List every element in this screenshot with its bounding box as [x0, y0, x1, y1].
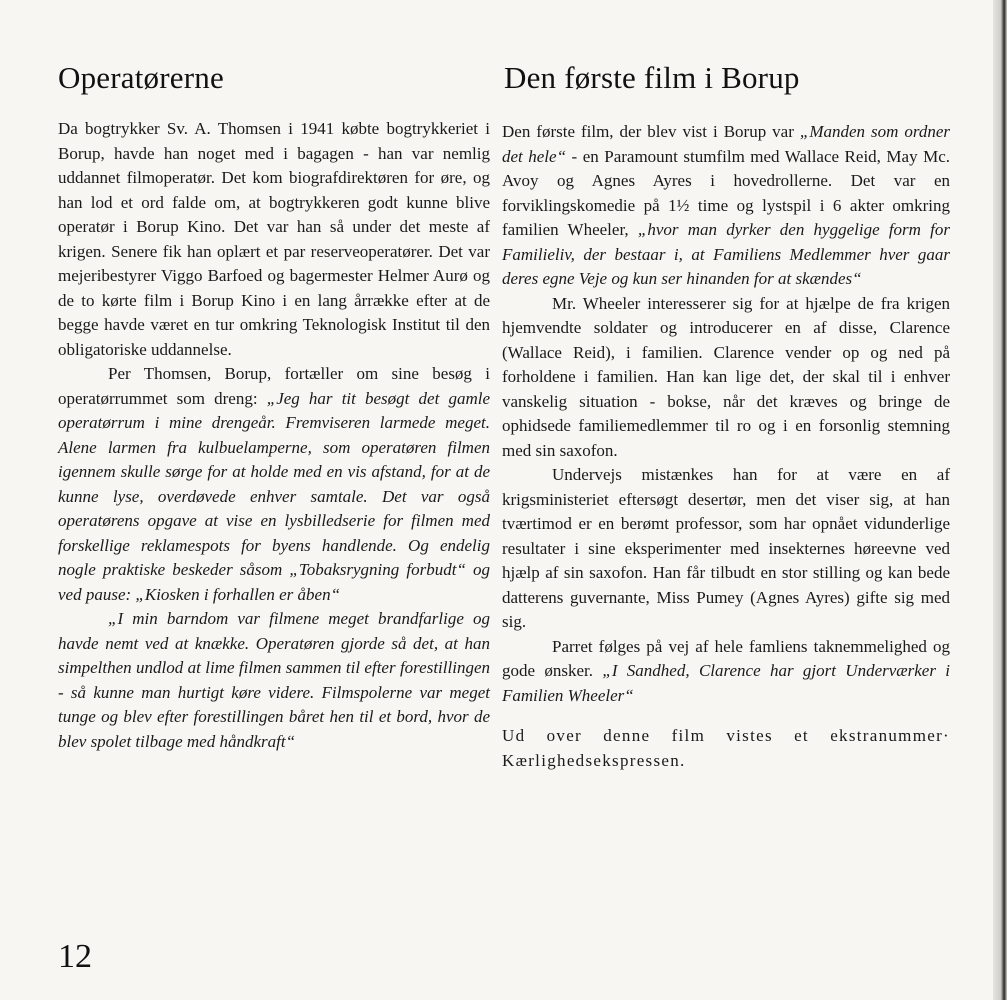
paragraph-text: Per Thomsen, Borup, fortæller om sine besøg i operatørrummet som dreng: [58, 364, 490, 408]
paragraph: Da bogtrykker Sv. A. Thomsen i 1941 købte bogtrykkeriet i Borup, havde han noget med i bagagen - han var nemlig uddannet filmoperatør. Det kom biografdirektøren for øre, og han lod et ord falde om, at bogtrykkeren godt kunne blive operatør i Borup Kino. Det var han så under det meste af krigen. Senere fik han oplært et par reserveoperatører. Det var mejeribestyrer Viggo Barfoed og bagermester Helmer Aurø og de to kørte film i Borup Kino i en lang årrække efter at de begge havde været en tur omkring Teknologisk Institut til den obligatoriske uddannelse. [58, 119, 490, 359]
quote-text: „Jeg har tit besøgt det gamle operatørrum i mine drengeår. Fremviseren larmede meget. Alene larmen fra kulbuelamperne, som operatøren filmen igennem skulle sørge for at holde med en vis afstand, for at de kunne lyse, overdøvede enhver samtale. Det var også operatørens opgave at vise en lysbilledserie for filmen med forskellige reklamespots for byens handlende. Og endelig nogle praktiske beskeder såsom „Tobaksrygning forbudt“ og ved pause: „Kiosken i forhallen er åben“ [58, 388, 491, 604]
paragraph-text: - en Paramount stumfilm med Wallace Reid, May Mc. Avoy og Agnes Ayres i hovedrollerne. Det var en forviklingskomedie på 1½ time og lystspil i 6 akter omkring familien Wheeler, [502, 146, 950, 239]
section-title-operatorerne: Operatørerne [58, 60, 224, 95]
paragraph [502, 120, 950, 292]
paragraph [58, 362, 490, 607]
paragraph-text: Den første film, der blev vist i Borup var [502, 122, 800, 141]
left-body-text [58, 117, 490, 754]
section-title-den-forste-film: Den første film i Borup [504, 60, 800, 95]
film-title-quote: „Manden som ordner det hele“ [502, 122, 951, 166]
paragraph [502, 635, 950, 709]
paragraph-text: Parret følges på vej af hele famliens taknemmelighed og gode ønsker. [502, 636, 950, 680]
paragraph: Undervejs mistænkes han for at være en af krigsministeriet eftersøgt desertør, men det viser sig, at han tværtimod er en berømt professor, som har opnået vidunderlige resultater i sine eksperimenter med insekternes høreevne ved hjælp af sin saxofon. Han får tilbudt en stor stilling og kan bede datterens guvernante, Miss Pumey (Agnes Ayres) gifte sig med sig. [502, 465, 950, 631]
page-number: 12 [58, 938, 92, 975]
page-edge-shadow [993, 0, 1007, 1000]
quote-text: „I Sandhed, Clarence har gjort Underværker i Familien Wheeler“ [502, 661, 951, 705]
right-body-text [502, 120, 950, 773]
quote-paragraph: „I min barndom var filmene meget brandfarlige og havde nemt ved at knække. Operatøren gjorde så det, at han simpelthen undlod at lime filmen sammen til efter forestillingen - så kunne man hurtigt køre videre. Filmspolerne var meget tunge og blev efter forestillingen båret hen til et bord, hvor de blev spolet tilbage med håndkraft“ [58, 609, 490, 751]
quote-text: „hvor man dyrker den hyggelige form for Familieliv, der bestaar i, at Familiens Medlemmer hver gaar deres egne Veje og kun ser hinanden for at skændes“ [502, 220, 950, 288]
paragraph: Ud over denne film vistes et ekstranummer· Kærlighedsekspressen. [502, 726, 950, 770]
paragraph: Mr. Wheeler interesserer sig for at hjælpe de fra krigen hjemvendte soldater og introducerer en af disse, Clarence (Wallace Reid), i familien. Clarence vender op og ned på forholdene i familien. Han kan lige det, der skal til i enhver vanskelig situation - bokse, når det kræves og bringe de ophidsede familiemedlemmer til ro og i en forsonlig stemning med sin saxofon. [502, 293, 950, 460]
